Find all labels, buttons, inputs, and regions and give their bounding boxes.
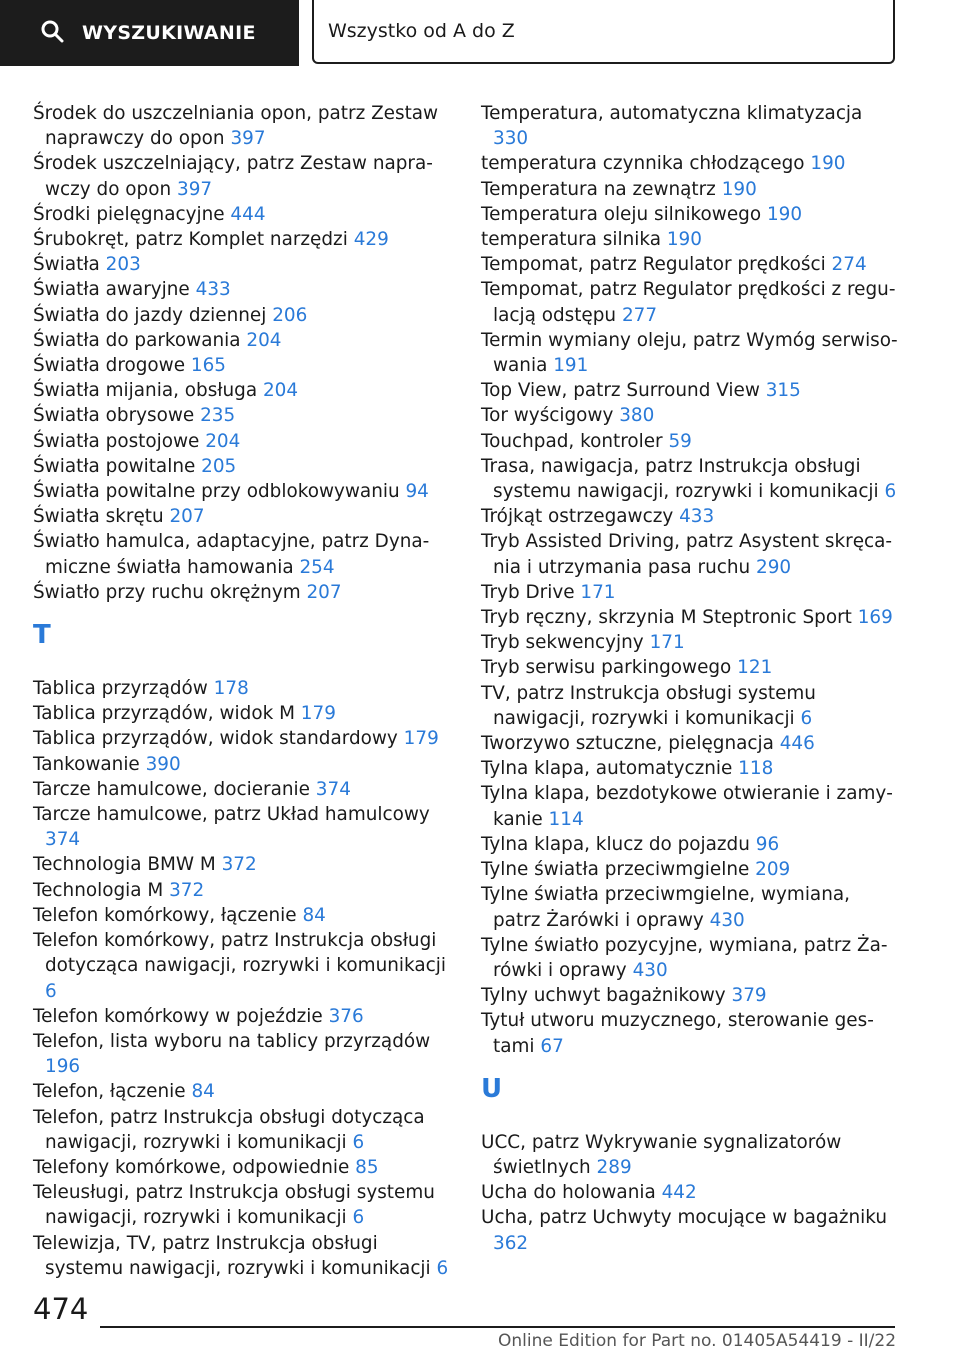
index-entry <box>33 1231 451 1281</box>
index-entry <box>481 933 899 983</box>
index-entry <box>481 504 899 529</box>
index-entry <box>481 328 899 378</box>
index-entry-text: Temperatura oleju silnikowego <box>481 203 762 225</box>
index-entry-text: Telefon, łączenie <box>33 1081 186 1103</box>
page-link[interactable]: 121 <box>737 657 773 679</box>
index-entry <box>33 504 451 529</box>
page-link[interactable]: 374 <box>315 778 351 800</box>
index-entry <box>33 529 451 579</box>
index-entry <box>481 1180 899 1205</box>
index-entry-text: Tryb sekwencyjny <box>481 632 644 654</box>
page-link[interactable]: 430 <box>632 959 668 981</box>
index-entry-text: Światła obrysowe <box>33 405 195 427</box>
page-link[interactable]: 165 <box>190 355 226 377</box>
page-link[interactable]: 114 <box>548 808 584 830</box>
index-entry-text: Tryb ręczny, skrzynia M Steptronic Sport <box>481 607 852 629</box>
page-link[interactable]: 209 <box>755 859 791 881</box>
index-entry <box>33 580 451 605</box>
page-link[interactable]: 254 <box>299 556 335 578</box>
edition-footer: Online Edition for Part no. 01405A54419 - II/22 <box>498 1331 897 1351</box>
page-link[interactable]: 397 <box>177 178 213 200</box>
index-entry-text: Światła drogowe <box>33 355 186 377</box>
index-entry <box>33 1180 451 1230</box>
footer-divider <box>100 1326 895 1328</box>
index-entry <box>33 852 451 877</box>
index-entry <box>33 1029 451 1079</box>
index-entry <box>33 676 451 701</box>
index-entry-text: Tylne światła przeciwmgielne <box>481 859 750 881</box>
index-entry-text: Tarcze hamulcowe, patrz Układ hamulcowy <box>33 804 430 826</box>
index-entry <box>33 1004 451 1029</box>
index-entry <box>33 928 451 1004</box>
index-entry-text: Temperatura, automatyczna klimatyzacja <box>481 103 863 124</box>
index-entry-text: Telefon, patrz Instrukcja obsługi dotycząca nawigacji, rozrywki i komunikacji <box>33 1106 425 1153</box>
page-link[interactable]: 204 <box>246 329 282 351</box>
index-entry <box>33 252 451 277</box>
index-entry-text: Światła do parkowania <box>33 329 241 351</box>
page-link[interactable]: 277 <box>621 304 658 326</box>
index-entry <box>33 303 451 328</box>
index-entry <box>481 681 899 731</box>
page-link[interactable]: 235 <box>200 405 236 427</box>
index-entry <box>33 1155 451 1180</box>
page-link[interactable]: 94 <box>405 481 429 503</box>
page-link[interactable]: 207 <box>169 506 205 528</box>
index-entry-text: Technologia M <box>33 879 164 901</box>
page-link[interactable]: 67 <box>540 1035 564 1057</box>
index-entry <box>33 353 451 378</box>
page-link[interactable]: 190 <box>721 178 757 200</box>
index-entry-text: Światła awaryjne <box>33 279 190 301</box>
index-entry <box>481 983 899 1008</box>
page-link[interactable]: 442 <box>661 1182 697 1204</box>
page-link[interactable]: 6 <box>352 1131 365 1153</box>
index-entry <box>481 202 899 227</box>
index-entry-text: Trasa, nawigacja, patrz Instrukcja obsługi systemu nawigacji, rozrywki i komunikacji <box>481 455 879 503</box>
index-entry-text: Tablica przyrządów, widok standardowy <box>33 728 398 750</box>
index-entry <box>33 378 451 403</box>
page-link[interactable]: 6 <box>800 707 813 729</box>
page-link[interactable]: 380 <box>619 405 655 427</box>
index-entry-text: Telefon komórkowy w pojeździe <box>33 1005 323 1027</box>
index-entry <box>481 781 899 831</box>
page-link[interactable]: 390 <box>145 753 181 775</box>
index-entry <box>481 277 899 327</box>
page-link[interactable]: 196 <box>45 1056 81 1078</box>
index-entry-text: Tempomat, patrz Regulator prędkości <box>481 254 826 276</box>
index-entry-text: Światła powitalne <box>33 455 196 477</box>
index-entry <box>481 1008 899 1058</box>
index-entry-text: Tempomat, patrz Regulator prędkości z regulacją odstępu <box>481 279 896 326</box>
index-entry <box>33 101 451 151</box>
index-entry <box>481 605 899 630</box>
index-entry <box>481 151 899 176</box>
index-entry <box>33 328 451 353</box>
index-entry-text: Tylna klapa, klucz do pojazdu <box>481 833 750 855</box>
page-link[interactable]: 372 <box>221 854 257 876</box>
index-entry <box>33 429 451 454</box>
section-letter: U <box>481 1073 503 1104</box>
page-link[interactable]: 179 <box>403 728 439 750</box>
index-entry-text: Teleusługi, patrz Instrukcja obsługi systemu nawigacji, rozrywki i komunikacji <box>33 1182 435 1229</box>
index-entry-text: Środek do uszczelniania opon, patrz Zestaw naprawczy do opon <box>33 103 439 150</box>
page-link[interactable]: 274 <box>831 254 867 276</box>
index-entry <box>481 177 899 202</box>
index-column-right <box>481 101 899 1256</box>
index-entry-text: Środki pielęgnacyjne <box>33 203 225 225</box>
page-link[interactable]: 330 <box>493 128 529 150</box>
page-link[interactable]: 315 <box>765 380 801 402</box>
index-entry <box>481 756 899 781</box>
page-link[interactable]: 6 <box>436 1257 449 1279</box>
page-link[interactable]: 6 <box>884 481 897 503</box>
index-entry <box>481 378 899 403</box>
index-entry-text: TV, patrz Instrukcja obsługi systemu nawigacji, rozrywki i komunikacji <box>481 682 816 729</box>
index-entry-text: Światła powitalne przy odblokowywaniu <box>33 481 400 503</box>
index-entry <box>33 726 451 751</box>
index-column-left <box>33 101 451 1281</box>
index-entry-text: Tylny uchwyt bagażnikowy <box>481 985 726 1007</box>
index-entry <box>481 1130 899 1180</box>
index-entry-text: Światło przy ruchu okrężnym <box>33 581 301 603</box>
page-link[interactable]: 84 <box>191 1081 215 1103</box>
page-link[interactable]: 207 <box>306 581 342 603</box>
index-entry <box>481 101 899 151</box>
search-icon <box>40 19 64 47</box>
page-link[interactable]: 179 <box>300 703 336 725</box>
index-entry-text: Touchpad, kontroler <box>481 430 663 452</box>
index-entry-text: Telefon komórkowy, łączenie <box>33 904 297 926</box>
index-entry-text: Temperatura na zewnątrz <box>481 178 716 200</box>
index-entry <box>33 903 451 928</box>
page-number: 474 <box>33 1292 89 1326</box>
page-link[interactable]: 446 <box>779 733 815 755</box>
index-entry-text: Tylne światła przeciwmgielne, wymiana, patrz Żarówki i oprawy <box>481 884 850 931</box>
index-entry <box>481 529 899 579</box>
page-link[interactable]: 289 <box>596 1156 632 1178</box>
index-entry <box>33 454 451 479</box>
page-link[interactable]: 171 <box>649 632 685 654</box>
index-entry-text: Telefon komórkowy, patrz Instrukcja obsługi dotycząca nawigacji, rozrywki i komunikacji <box>33 930 446 977</box>
index-entry <box>33 1079 451 1104</box>
index-entry <box>481 832 899 857</box>
page-link[interactable]: 96 <box>755 833 780 855</box>
section-title-tab[interactable] <box>312 0 895 64</box>
index-entry <box>481 252 899 277</box>
page-link[interactable]: 372 <box>169 879 205 901</box>
section-letter: T <box>33 620 51 651</box>
index-entry-text: Tryb serwisu parkingowego <box>481 657 732 679</box>
index-entry-text: Światła postojowe <box>33 430 200 452</box>
page-link[interactable]: 59 <box>668 430 692 452</box>
search-button[interactable] <box>0 0 299 66</box>
index-entry-text: Tylna klapa, bezdotykowe otwieranie i zamykanie <box>481 783 893 830</box>
index-entry-text: Ucha do holowania <box>481 1182 656 1204</box>
page-link[interactable]: 379 <box>731 985 767 1007</box>
index-entry <box>481 882 899 932</box>
index-entry-text: Tryb Drive <box>481 581 575 603</box>
index-entry-text: Termin wymiany oleju, patrz Wymóg serwisowania <box>481 329 898 377</box>
page-link[interactable]: 433 <box>195 279 231 301</box>
search-label: WYSZUKIWANIE <box>82 22 256 44</box>
index-entry-text: temperatura silnika <box>481 229 661 251</box>
index-entry-text: Tarcze hamulcowe, docieranie <box>33 778 310 800</box>
index-entry-text: Tylne światło pozycyjne, wymiana, patrz Żarówki i oprawy <box>481 934 888 981</box>
page-link[interactable]: 6 <box>352 1207 365 1229</box>
index-entry-text: Telefon, lista wyboru na tablicy przyrządów <box>33 1030 431 1052</box>
index-entry <box>481 429 899 454</box>
page-link[interactable]: 204 <box>262 380 299 402</box>
page-link[interactable]: 362 <box>493 1232 529 1254</box>
page-link[interactable]: 376 <box>328 1005 364 1027</box>
index-entry-text: Światło hamulca, adaptacyjne, patrz Dynamiczne światła hamowania <box>33 531 430 578</box>
index-entry-text: Tylna klapa, automatycznie <box>481 758 733 780</box>
index-entry-text: UCC, patrz Wykrywanie sygnalizatorów świetlnych <box>481 1131 842 1178</box>
index-entry <box>33 802 451 852</box>
index-entry-text: Tablica przyrządów, widok M <box>33 703 295 725</box>
page-link[interactable]: 374 <box>45 829 81 851</box>
page-link[interactable]: 118 <box>738 758 774 780</box>
index-entry-text: Ucha, patrz Uchwyty mocujące w bagażniku <box>481 1207 888 1229</box>
index-entry <box>33 1105 451 1155</box>
index-entry <box>481 1205 899 1255</box>
page-link[interactable]: 290 <box>756 556 792 578</box>
page-link[interactable]: 397 <box>230 128 266 150</box>
index-entry-text: Tytuł utworu muzycznego, sterowanie gestami <box>481 1010 874 1057</box>
index-entry <box>481 630 899 655</box>
page-link[interactable]: 85 <box>355 1156 379 1178</box>
index-entry-text: Telefony komórkowe, odpowiednie <box>33 1156 350 1178</box>
top-bar <box>0 0 960 66</box>
page-link[interactable]: 6 <box>45 980 57 1002</box>
index-entry-text: Tworzywo sztuczne, pielęgnacja <box>481 733 774 755</box>
index-entry <box>481 403 899 428</box>
page-link[interactable]: 204 <box>205 430 241 452</box>
page-link[interactable]: 444 <box>230 203 266 225</box>
index-entry-text: Śrubokręt, patrz Komplet narzędzi <box>33 229 348 251</box>
index-entry <box>481 857 899 882</box>
page-link[interactable]: 169 <box>857 607 893 629</box>
index-entry-text: Tor wyścigowy <box>481 405 614 427</box>
page-link[interactable]: 206 <box>272 304 308 326</box>
index-entry-text: Top View, patrz Surround View <box>481 380 760 402</box>
index-entry <box>33 227 451 252</box>
index-entry-text: Trójkąt ostrzegawczy <box>481 506 674 528</box>
index-entry <box>33 277 451 302</box>
page-link[interactable]: 203 <box>105 254 141 276</box>
index-entry-text: Światła do jazdy dziennej <box>33 304 267 326</box>
index-entry-text: Technologia BMW M <box>33 854 216 876</box>
page-link[interactable]: 433 <box>679 506 715 528</box>
index-entry-text: Tablica przyrządów <box>33 678 208 700</box>
page-link[interactable]: 429 <box>353 229 389 251</box>
index-entry <box>33 878 451 903</box>
index-entry <box>481 227 899 252</box>
index-entry-text: Światła <box>33 254 100 276</box>
index-entry <box>481 731 899 756</box>
page-link[interactable]: 191 <box>553 355 589 377</box>
index-entry-text: Telewizja, TV, patrz Instrukcja obsługi systemu nawigacji, rozrywki i komunikacji <box>33 1232 431 1279</box>
index-entry <box>33 479 451 504</box>
index-entry <box>33 403 451 428</box>
page-link[interactable]: 205 <box>201 455 237 477</box>
section-title: Wszystko od A do Z <box>328 20 515 42</box>
index-entry <box>33 701 451 726</box>
index-entry <box>33 777 451 802</box>
page-link[interactable]: 84 <box>302 904 326 926</box>
index-entry <box>481 580 899 605</box>
index-entry-text: Tryb Assisted Driving, patrz Asystent skręcania i utrzymania pasa ruchu <box>481 531 893 578</box>
index-entry <box>33 151 451 201</box>
index-entry <box>33 202 451 227</box>
index-entry <box>481 454 899 504</box>
index-entry <box>33 752 451 777</box>
page-link[interactable]: 430 <box>709 909 745 931</box>
index-entry-text: temperatura czynnika chłodzącego <box>481 153 805 175</box>
index-entry-text: Środek uszczelniający, patrz Zestaw naprawczy do opon <box>33 153 433 200</box>
page-link[interactable]: 190 <box>766 203 803 225</box>
page-link[interactable]: 178 <box>213 678 249 700</box>
index-entry-text: Tankowanie <box>33 753 140 775</box>
page-link[interactable]: 171 <box>580 581 616 603</box>
index-entry-text: Światła skrętu <box>33 506 164 528</box>
index-entry-text: Światła mijania, obsługa <box>33 380 258 402</box>
page-link[interactable]: 190 <box>810 153 846 175</box>
index-entry <box>481 655 899 680</box>
page-link[interactable]: 190 <box>666 229 702 251</box>
